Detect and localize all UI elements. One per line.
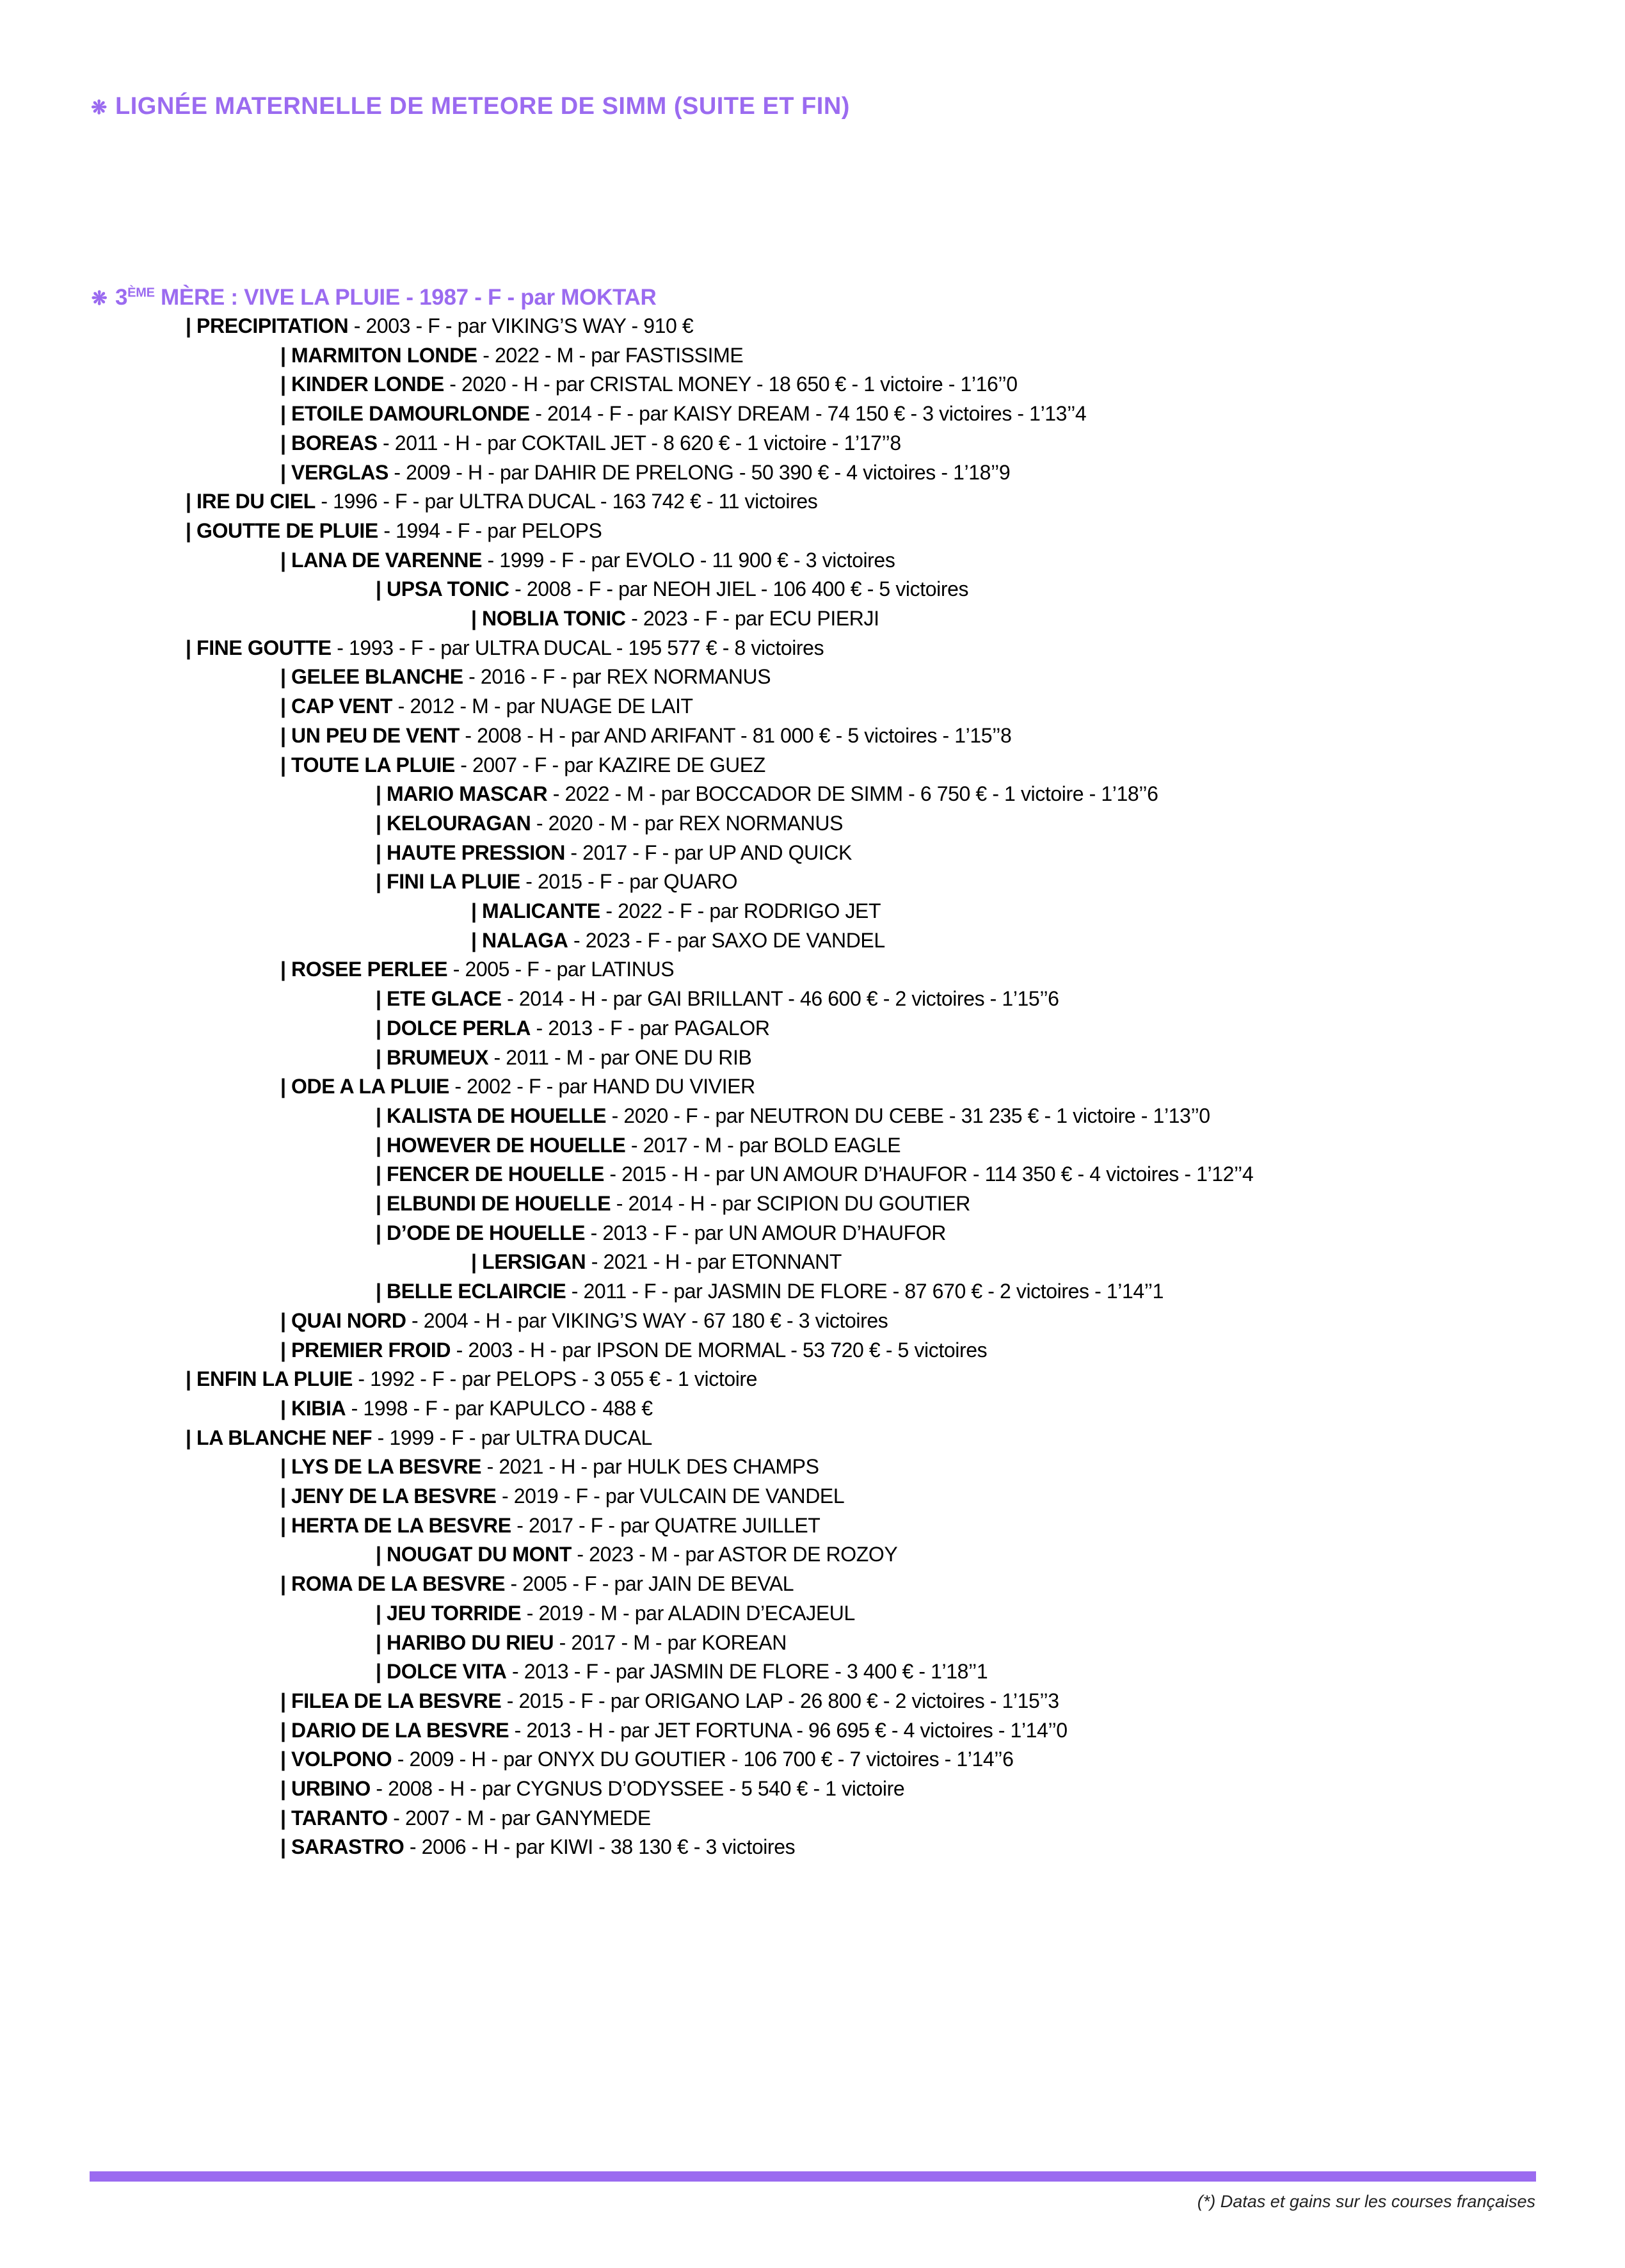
footnote: (*) Datas et gains sur les courses françaises	[1197, 2192, 1535, 2211]
pedigree-entry	[280, 751, 765, 780]
horse-details: - 2023 - F - par SAXO DE VANDEL	[568, 928, 885, 952]
horse-name: | HOWEVER DE HOUELLE	[376, 1133, 626, 1157]
horse-details: - 2020 - M - par REX NORMANUS	[531, 811, 844, 835]
horse-name: | D’ODE DE HOUELLE	[376, 1221, 586, 1244]
pedigree-entry	[186, 312, 693, 341]
horse-name: | ROMA DE LA BESVRE	[280, 1572, 506, 1596]
pedigree-entry	[280, 1716, 1068, 1746]
pedigree-entry	[376, 839, 852, 868]
pedigree-entry	[280, 1307, 888, 1336]
horse-name: | HERTA DE LA BESVRE	[280, 1513, 511, 1537]
pedigree-entry	[280, 663, 771, 692]
horse-details: - 2008 - F - par NEOH JIEL - 106 400 € - 5 victoires	[509, 577, 969, 601]
horse-name: | PREMIER FROID	[280, 1338, 451, 1362]
horse-details: - 2008 - H - par CYGNUS D’ODYSSEE - 5 540 € - 1 victoire	[370, 1777, 905, 1800]
horse-name: | URBINO	[280, 1777, 371, 1800]
horse-name: | MARMITON LONDE	[280, 343, 477, 367]
horse-details: - 2003 - F - par VIKING’S WAY - 910 €	[348, 314, 694, 337]
pedigree-entry	[280, 458, 1010, 488]
horse-details: - 2019 - F - par VULCAIN DE VANDEL	[496, 1484, 845, 1508]
horse-name: | KALISTA DE HOUELLE	[376, 1104, 607, 1127]
pedigree-entry	[280, 1452, 819, 1482]
horse-details: - 2008 - H - par AND ARIFANT - 81 000 € - 5 victoires - 1’15’’8	[459, 723, 1012, 747]
horse-details: - 2014 - H - par GAI BRILLANT - 46 600 € - 2 victoires - 1’15’’6	[501, 987, 1059, 1011]
horse-details: - 2013 - F - par UN AMOUR D’HAUFOR	[585, 1221, 946, 1244]
horse-details: - 2020 - F - par NEUTRON DU CEBE - 31 235 € - 1 victoire - 1’13’’0	[606, 1104, 1210, 1127]
horse-name: | HARIBO DU RIEU	[376, 1630, 554, 1654]
pedigree-entry	[376, 1629, 787, 1658]
pedigree-entry	[280, 1804, 651, 1833]
horse-details: - 2014 - H - par SCIPION DU GOUTIER	[611, 1192, 970, 1215]
pedigree-entry	[186, 1424, 652, 1453]
horse-name: | BOREAS	[280, 431, 378, 454]
pedigree-entry	[280, 1570, 794, 1599]
horse-details: - 2013 - F - par PAGALOR	[531, 1016, 770, 1040]
pedigree-entry	[280, 399, 1086, 429]
horse-details: - 1992 - F - par PELOPS - 3 055 € - 1 victoire	[352, 1367, 758, 1391]
horse-name: | JENY DE LA BESVRE	[280, 1484, 497, 1508]
horse-name: | TOUTE LA PLUIE	[280, 753, 455, 776]
horse-name: | VOLPONO	[280, 1748, 392, 1771]
horse-details: - 2015 - H - par UN AMOUR D’HAUFOR - 114 350 € - 4 victoires - 1’12’’4	[604, 1162, 1254, 1186]
pedigree-entry	[376, 1160, 1253, 1189]
horse-details: - 2007 - F - par KAZIRE DE GUEZ	[454, 753, 765, 776]
pedigree-entry	[280, 1072, 755, 1102]
horse-details: - 2006 - H - par KIWI - 38 130 € - 3 victoires	[404, 1835, 796, 1859]
horse-details: - 2022 - F - par RODRIGO JET	[600, 899, 881, 922]
horse-details: - 2019 - M - par ALADIN D’ECAJEUL	[521, 1601, 855, 1625]
horse-details: - 2012 - M - par NUAGE DE LAIT	[392, 695, 693, 718]
pedigree-entry	[471, 604, 879, 634]
horse-name: | HAUTE PRESSION	[376, 840, 565, 864]
horse-name: | KINDER LONDE	[280, 373, 444, 396]
horse-details: - 2023 - M - par ASTOR DE ROZOY	[571, 1543, 898, 1566]
horse-name: | ODE A LA PLUIE	[280, 1075, 449, 1098]
horse-name: | UN PEU DE VENT	[280, 723, 460, 747]
horse-details: - 2022 - M - par FASTISSIME	[477, 343, 744, 367]
horse-details: - 2015 - F - par ORIGANO LAP - 26 800 € - 2 victoires - 1’15’’3	[501, 1689, 1059, 1712]
pedigree-entry	[186, 487, 817, 517]
pedigree-entry	[376, 1102, 1210, 1131]
pedigree-entry	[186, 1365, 757, 1394]
pedigree-entry	[280, 370, 1018, 399]
horse-name: | ETE GLACE	[376, 987, 502, 1011]
pedigree-entry	[376, 1599, 855, 1629]
horse-details: - 2017 - M - par BOLD EAGLE	[625, 1133, 901, 1157]
pedigree-entry	[376, 780, 1158, 809]
horse-name: | KIBIA	[280, 1396, 346, 1420]
horse-details: - 2021 - H - par HULK DES CHAMPS	[481, 1455, 819, 1479]
horse-name: | NALAGA	[471, 928, 568, 952]
horse-name: | ETOILE DAMOURLONDE	[280, 402, 530, 426]
horse-details: - 2022 - M - par BOCCADOR DE SIMM - 6 750 € - 1 victoire - 1’18’’6	[547, 782, 1158, 806]
horse-name: | QUAI NORD	[280, 1308, 406, 1332]
horse-details: - 1998 - F - par KAPULCO - 488 €	[346, 1396, 653, 1420]
pedigree-entry	[376, 1657, 988, 1687]
horse-name: | BELLE ECLAIRCIE	[376, 1280, 566, 1303]
horse-name: | MARIO MASCAR	[376, 782, 548, 806]
pedigree-entry	[280, 1336, 987, 1365]
horse-details: - 2007 - M - par GANYMEDE	[387, 1806, 651, 1830]
horse-details: - 2011 - F - par JASMIN DE FLORE - 87 670 € - 2 victoires - 1’14’’1	[566, 1280, 1164, 1303]
section-heading	[90, 285, 656, 310]
pedigree-entry	[471, 926, 885, 956]
horse-details: - 2014 - F - par KAISY DREAM - 74 150 € - 3 victoires - 1’13’’4	[529, 402, 1087, 426]
horse-name: | LA BLANCHE NEF	[186, 1426, 372, 1449]
horse-details: - 2016 - F - par REX NORMANUS	[463, 665, 771, 689]
pedigree-entry	[280, 1745, 1014, 1774]
pedigree-entry	[280, 1833, 795, 1862]
horse-details: - 2015 - F - par QUARO	[520, 870, 738, 894]
horse-name: | NOUGAT DU MONT	[376, 1543, 572, 1566]
horse-name: | IRE DU CIEL	[186, 490, 316, 513]
horse-name: | NOBLIA TONIC	[471, 607, 626, 630]
horse-name: | GOUTTE DE PLUIE	[186, 519, 378, 542]
horse-name: | PRECIPITATION	[186, 314, 349, 337]
horse-details: - 2002 - F - par HAND DU VIVIER	[449, 1075, 755, 1098]
section-superscript: ÈME	[127, 286, 155, 300]
pedigree-entry	[280, 721, 1011, 751]
horse-name: | FINE GOUTTE	[186, 636, 332, 659]
horse-name: | SARASTRO	[280, 1835, 404, 1859]
page-title	[90, 93, 850, 120]
pedigree-entry	[376, 1540, 897, 1570]
flower-star-icon: ❋	[91, 97, 108, 118]
horse-name: | ELBUNDI DE HOUELLE	[376, 1192, 611, 1215]
pedigree-entry	[376, 867, 737, 897]
pedigree-entry	[280, 955, 674, 985]
horse-name: | GELEE BLANCHE	[280, 665, 463, 689]
horse-details: - 1993 - F - par ULTRA DUCAL - 195 577 € - 8 victoires	[331, 636, 824, 659]
horse-details: - 2009 - H - par DAHIR DE PRELONG - 50 390 € - 4 victoires - 1’18’’9	[388, 460, 1011, 484]
horse-name: | MALICANTE	[471, 899, 600, 922]
footer-divider	[90, 2171, 1536, 2182]
pedigree-entry	[280, 1774, 904, 1804]
pedigree-entry	[471, 897, 881, 926]
horse-details: - 1996 - F - par ULTRA DUCAL - 163 742 € - 11 victoires	[315, 490, 818, 513]
horse-details: - 2017 - F - par UP AND QUICK	[564, 840, 852, 864]
pedigree-entry	[280, 1394, 653, 1424]
horse-name: | VERGLAS	[280, 460, 388, 484]
horse-details: - 2017 - F - par QUATRE JUILLET	[511, 1513, 821, 1537]
horse-details: - 2004 - H - par VIKING’S WAY - 67 180 € - 3 victoires	[406, 1308, 888, 1332]
horse-name: | DOLCE PERLA	[376, 1016, 531, 1040]
pedigree-entry	[376, 1131, 901, 1161]
pedigree-entry	[376, 985, 1059, 1014]
horse-name: | UPSA TONIC	[376, 577, 509, 601]
horse-name: | ROSEE PERLEE	[280, 958, 448, 981]
horse-details: - 2020 - H - par CRISTAL MONEY - 18 650 € - 1 victoire - 1’16’’0	[444, 373, 1018, 396]
horse-name: | FENCER DE HOUELLE	[376, 1162, 604, 1186]
horse-details: - 2011 - H - par COKTAIL JET - 8 620 € - 1 victoire - 1’17’’8	[377, 431, 901, 454]
horse-details: - 2003 - H - par IPSON DE MORMAL - 53 720 € - 5 victoires	[451, 1338, 988, 1362]
horse-details: - 2023 - F - par ECU PIERJI	[625, 607, 879, 630]
horse-details: - 2021 - H - par ETONNANT	[586, 1250, 842, 1274]
pedigree-entry	[376, 1189, 970, 1219]
pedigree-entry	[280, 546, 895, 575]
horse-name: | CAP VENT	[280, 695, 393, 718]
horse-name: | FILEA DE LA BESVRE	[280, 1689, 502, 1712]
horse-details: - 1999 - F - par ULTRA DUCAL	[372, 1426, 652, 1449]
horse-name: | KELOURAGAN	[376, 811, 531, 835]
pedigree-entry	[280, 1687, 1059, 1716]
horse-name: | TARANTO	[280, 1806, 388, 1830]
horse-name: | FINI LA PLUIE	[376, 870, 520, 894]
pedigree-entry	[471, 1248, 842, 1277]
pedigree-entry	[280, 341, 743, 371]
horse-details: - 2017 - M - par KOREAN	[554, 1630, 787, 1654]
horse-name: | BRUMEUX	[376, 1045, 489, 1069]
horse-name: | JEU TORRIDE	[376, 1601, 522, 1625]
pedigree-entry	[376, 575, 968, 604]
pedigree-entry	[186, 517, 602, 546]
horse-details: - 2005 - F - par LATINUS	[447, 958, 675, 981]
pedigree-entry	[280, 692, 693, 721]
horse-details: - 2013 - F - par JASMIN DE FLORE - 3 400 € - 1’18’’1	[506, 1660, 988, 1684]
pedigree-entry	[376, 1014, 770, 1043]
pedigree-entry	[376, 1043, 751, 1073]
horse-details: - 2009 - H - par ONYX DU GOUTIER - 106 700 € - 7 victoires - 1’14’’6	[392, 1748, 1014, 1771]
pedigree-entry	[280, 429, 901, 458]
horse-details: - 2011 - M - par ONE DU RIB	[488, 1045, 752, 1069]
horse-details: - 2013 - H - par JET FORTUNA - 96 695 € - 4 victoires - 1’14’’0	[509, 1718, 1068, 1742]
pedigree-entry	[376, 1219, 946, 1248]
horse-name: | ENFIN LA PLUIE	[186, 1367, 353, 1391]
section-heading-text: MÈRE : VIVE LA PLUIE - 1987 - F - par MOKTAR	[154, 285, 657, 310]
horse-name: | DOLCE VITA	[376, 1660, 507, 1684]
flower-star-icon: ❋	[91, 288, 108, 309]
section-prefix: 3	[115, 285, 128, 310]
pedigree-entry	[376, 809, 843, 839]
horse-details: - 2005 - F - par JAIN DE BEVAL	[505, 1572, 794, 1596]
page-title-text: LIGNÉE MATERNELLE DE METEORE DE SIMM (SUITE ET FIN)	[115, 93, 850, 120]
horse-name: | LERSIGAN	[471, 1250, 586, 1274]
pedigree-entry	[280, 1482, 844, 1511]
horse-details: - 1994 - F - par PELOPS	[378, 519, 602, 542]
pedigree-entry	[186, 634, 824, 663]
horse-name: | LYS DE LA BESVRE	[280, 1455, 482, 1479]
pedigree-entry	[280, 1511, 820, 1541]
pedigree-entry	[376, 1277, 1164, 1307]
horse-details: - 1999 - F - par EVOLO - 11 900 € - 3 victoires	[482, 548, 895, 572]
horse-name: | LANA DE VARENNE	[280, 548, 483, 572]
horse-name: | DARIO DE LA BESVRE	[280, 1718, 509, 1742]
